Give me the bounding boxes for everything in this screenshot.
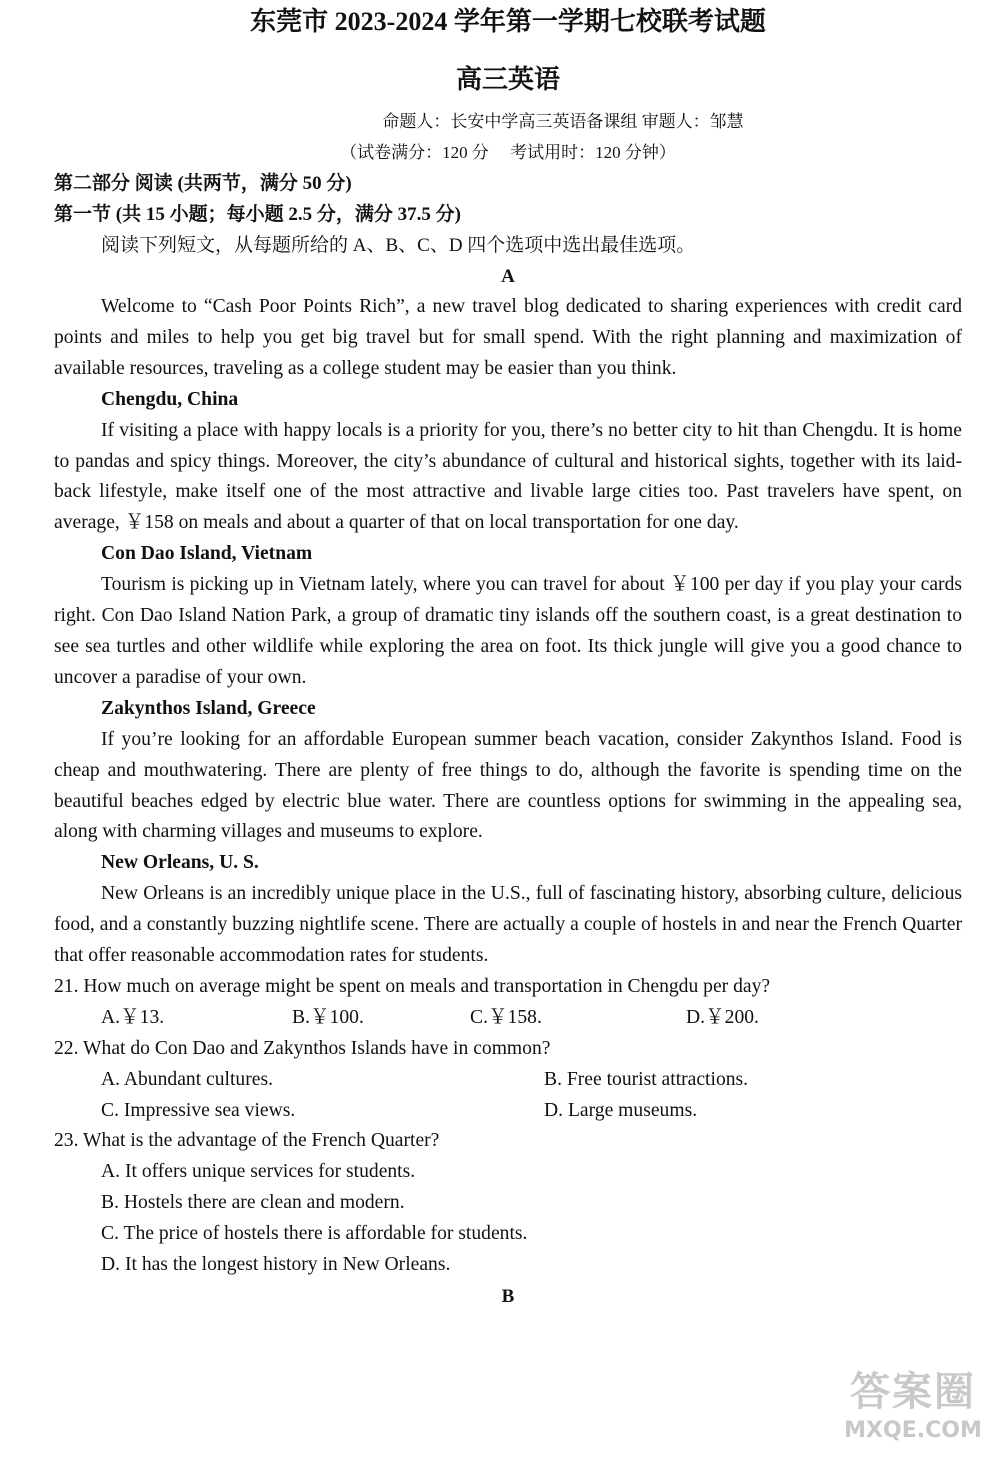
question-23-option-d: D. It has the longest history in New Orleans. (101, 1254, 451, 1276)
question-22-options-row2 (54, 1096, 962, 1127)
section-heading-zakynthos: Zakynthos Island, Greece (101, 697, 316, 719)
next-passage-label: B (501, 1285, 515, 1307)
question-23-option-b: B. Hostels there are clean and modern. (101, 1192, 405, 1214)
section-heading-condao: Con Dao Island, Vietnam (101, 543, 313, 565)
authors-line (54, 106, 962, 137)
watermark-url: MXQE.COM (844, 1418, 982, 1443)
watermark-logo (838, 1367, 988, 1462)
subject-title: 高三英语 (455, 65, 560, 94)
question-22-stem: 22. What do Con Dao and Zakynthos Islands have in common? (54, 1037, 551, 1059)
section-text-zakynthos: If you’re looking for an affordable European summer beach vacation, consider Zakynthos Island. Food is cheap and mouthwatering. There are plenty of free things to do, although the favorite is spending time on the beautiful beaches edged by electric blue water. There are countless options for swimming in the appealing sea, along with charming villages and museums to explore. (54, 728, 962, 843)
question-21-options (54, 1003, 962, 1034)
question-22-option-b: B. Free tourist attractions. (544, 1068, 749, 1090)
question-22-option-a: A. Abundant cultures. (101, 1068, 273, 1090)
exam-info-line: （试卷满分：120 分 考试用时：120 分钟） (340, 143, 676, 162)
part-heading (54, 168, 962, 199)
section-heading (54, 199, 962, 230)
watermark-top-text: 答案圈 (850, 1369, 976, 1415)
exam-page (54, 0, 962, 1312)
passage-label: A (501, 266, 515, 287)
question-23-option-c: C. The price of hostels there is affordable for students. (101, 1223, 528, 1245)
question-21-option-b: B.￥100. (292, 1006, 364, 1028)
instruction: 阅读下列短文，从每题所给的 A、B、C、D 四个选项中选出最佳选项。 (101, 235, 696, 256)
question-21-stem: 21. How much on average might be spent on meals and transportation in Chengdu per day? (54, 975, 771, 997)
section-heading-chengdu: Chengdu, China (101, 388, 239, 410)
section-text-new-orleans: New Orleans is an incredibly unique place in the U.S., full of fascinating history, absorbing culture, delicious food, and a constantly buzzing nightlife scene. There are actually a couple of hostels in and near the French Quarter that offer reasonable accommodation rates for students. (54, 883, 962, 967)
question-23-stem: 23. What is the advantage of the French Quarter? (54, 1130, 440, 1152)
section-text-condao: Tourism is picking up in Vietnam lately, where you can travel for about ￥100 per day if you play your cards right. Con Dao Island Nation Park, a group of dramatic tiny islands off the southern coast, is a great destination to see sea turtles and other wildlife while exploring the area on foot. Its thick jungle will give you a good chance to uncover a paradise of your own. (54, 574, 962, 688)
question-22-options-row1 (54, 1065, 962, 1096)
authors-text: 命题人：长安中学高三英语备课组 审题人：邹慧 (382, 112, 744, 131)
question-21-option-d: D.￥200. (686, 1006, 759, 1028)
exam-title: 东莞市 2023-2024 学年第一学期七校联考试题 (250, 7, 766, 36)
question-22-option-d: D. Large museums. (544, 1099, 698, 1121)
section-text-chengdu: If visiting a place with happy locals is a priority for you, there’s no better city to hit than Chengdu. It is home to pandas and spicy things. Moreover, the city’s abundance of cultural and historical sights, together with its laid-back lifestyle, make itself one of the most attractive and livable large cities too. Past travelers have spent, on average, ￥158 on meals and about a quarter of that on local transportation for one day. (54, 419, 962, 534)
passage-intro: Welcome to “Cash Poor Points Rich”, a new travel blog dedicated to sharing experiences with credit card points and miles to help you get big travel but for small spend. With the right planning and maximization of available resources, traveling as a college student may be easier than you think. (54, 296, 962, 379)
section-text: 第一节 (共 15 小题；每小题 2.5 分，满分 37.5 分) (54, 204, 461, 225)
question-23-option-a: A. It offers unique services for students. (101, 1161, 416, 1183)
question-22-option-c: C. Impressive sea views. (101, 1099, 296, 1121)
question-21-option-a: A.￥13. (101, 1006, 165, 1028)
section-heading-new-orleans: New Orleans, U. S. (101, 852, 259, 874)
question-21-option-c: C.￥158. (470, 1006, 542, 1028)
part-text: 第二部分 阅读 (共两节，满分 50 分) (54, 173, 352, 194)
